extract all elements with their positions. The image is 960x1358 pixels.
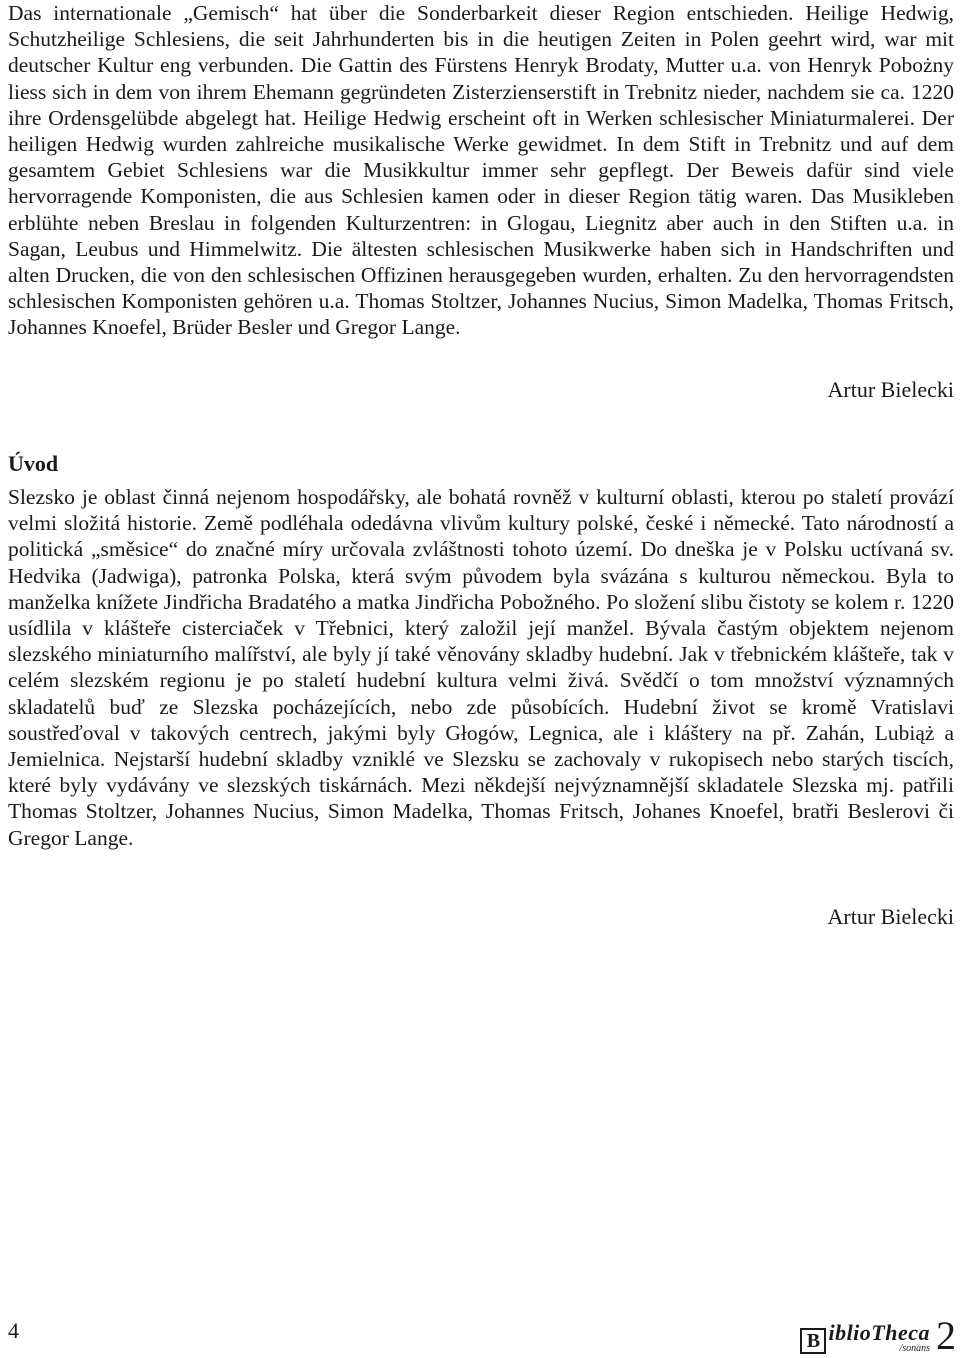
logo-number: 2 <box>936 1313 956 1358</box>
bibliotheca-sonans-logo <box>800 1313 956 1358</box>
document-page <box>8 0 954 929</box>
logo-word: iblioTheca <box>828 1320 930 1345</box>
author-signature-german: Artur Bielecki <box>827 377 954 402</box>
page-number: 4 <box>8 1318 19 1343</box>
logo-text-block <box>828 1322 930 1354</box>
logo-subtitle: /sonans <box>899 1343 930 1354</box>
section-heading-uvod: Úvod <box>8 451 59 476</box>
czech-paragraph: Slezsko je oblast činná nejenom hospodářsky, ale bohatá rovněž v kulturní oblasti, kterou po staletí provází velmi složitá historie. Země podléhala odedávna vlivům kultury polské, české i německé. Tato národností a politická „směsice“ do značné míry určovala zvláštnosti tohoto území. Do dneška je v Polsku uctívaná sv. Hedvika (Jadwiga), patronka Polska, která svým původem byla svázána s kulturou německou. Byla to manželka knížete Jindřicha Bradatého a matka Jindřicha Pobožného. Po složení slibu čistoty se kolem r. 1220 usídlila v klášteře cisterciaček v Třebnici, který založil její manžel. Bývala častým objektem nejenom slezského miniaturního malířství, ale byly jí také věnovány skladby hudební. Jak v třebnickém klášteře, tak v celém slezském regionu je po staletí hudební kultura velmi živá. Svědčí o tom množství významných skladatelů buď ze Slezska pocházejících, nebo zde působících. Hudební život se kromě Vratislavi soustřeďoval v takových centrech, jakými byly Głogów, Legnica, ale i kláštery na př. Zahán, Lubiąż a Jemielnica. Nejstarší hudební skladby vzniklé ve Slezsku se zachovaly v rukopisech nebo starých tiscích, které byly vydávány ve slezských tiskárnách. Mezi někdejší nejvýznamnější skladatele Slezska mj. patřili Thomas Stoltzer, Johannes Nucius, Simon Madelka, Thomas Fritsch, Johanes Knoefel, bratři Beslerovi či Gregor Lange. <box>8 485 954 850</box>
german-paragraph: Das internationale „Gemisch“ hat über die Sonderbarkeit dieser Region entschieden. Heilige Hedwig, Schutzheilige Schlesiens, die seit Jahrhunderten bis in die heutigen Zeiten in Polen geehrt wird, war mit deutscher Kultur eng verbunden. Die Gattin des Fürstens Henryk Brodaty, Mutter u.a. von Henryk Pobożny liess sich in dem von ihrem Ehemann gegründeten Zisterzienserstift in Trebnitz nieder, nachdem sie ca. 1220 ihre Ordensgelübde abgelegt hat. Heilige Hedwig erscheint oft in Werken schlesischer Miniaturmalerei. Der heiligen Hedwig wurden zahlreiche musikalische Werke gewidmet. In dem Stift in Trebnitz und auf dem gesamtem Gebiet Schlesiens war die Musikkultur immer sehr gepflegt. Der Beweis dafür sind viele hervorragende Komponisten, die aus Schlesien kamen oder in dieser Region tätig waren. Das Musikleben erblühte neben Breslau in folgenden Kulturzentren: in Glogau, Liegnitz aber auch in den Stiften u.a. in Sagan, Leubus und Himmelwitz. Die ältesten schlesischen Musikwerke haben sich in Handschriften und alten Drucken, die von den schlesischen Offizinen herausgegeben wurden, erhalten. Zu den hervorragendsten schlesischen Komponisten gehören u.a. Thomas Stoltzer, Johannes Nucius, Simon Madelka, Thomas Fritsch, Johannes Knoefel, Brüder Besler und Gregor Lange. <box>8 1 954 340</box>
logo-initial-box: B <box>800 1328 826 1354</box>
author-signature-czech: Artur Bielecki <box>827 904 954 929</box>
